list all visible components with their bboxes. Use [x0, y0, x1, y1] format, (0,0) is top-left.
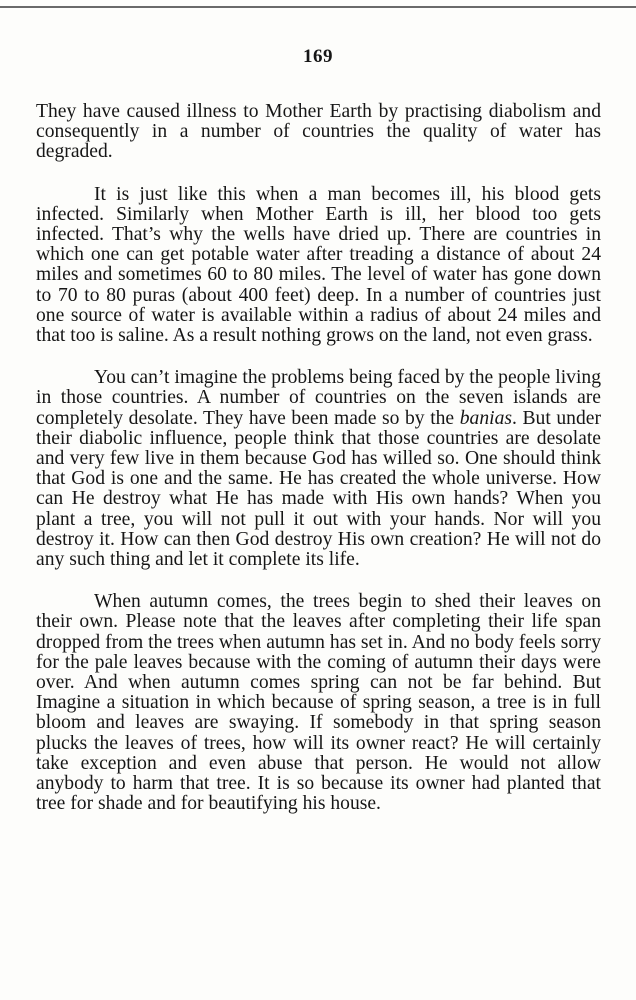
top-rule	[0, 6, 636, 8]
text-segment: It is just like this when a man becomes ill, his blood gets infected. Similarly when Mother Earth is ill, her blood too gets infected. That’s why the wells have dried up. There are countries in which one can get potable water after treading a distance of about 24 miles and sometimes 60 to 80 miles. The level of water has gone down to 70 to 80 puras (about 400 feet) deep. In a number of countries just one source of water is available within a radius of about 24 miles and that too is saline. As a result nothing grows on the land, not even grass.	[36, 183, 601, 347]
text-segment: You can’t imagine the problems being faced by the people living in those countries. A number of countries on the seven islands are completely desolate. They have been made so by the	[36, 367, 601, 429]
paragraph-2	[36, 185, 601, 347]
text-segment: They have caused illness to Mother Earth by practising diabolism and consequently in a number of countries the quality of water has degraded.	[36, 101, 601, 163]
paragraph-4	[36, 592, 601, 814]
text-segment: . But under their diabolic influence, people think that those countries are desolate and very few live in them because God has willed so. One should think that God is one and the same. He has created the whole universe. How can He destroy what He has made with His own hands? When you plant a tree, you will not pull it out with your hands. Nor will you destroy it. How can then God destroy His own creation? He will not do any such thing and let it complete its life.	[36, 407, 602, 571]
body-text	[36, 102, 601, 815]
page-number: 169	[303, 46, 333, 67]
italic-term: banias	[459, 407, 512, 429]
paragraph-1	[36, 102, 601, 163]
text-segment: When autumn comes, the trees begin to shed their leaves on their own. Please note that the leaves after completing their life span dropped from the trees when autumn has set in. And no body feels sorry for the pale leaves because with the coming of autumn their days were over. And when autumn comes spring can not be far behind. But Imagine a situation in which because of spring season, a tree is in full bloom and leaves are swaying. If somebody in that spring season plucks the leaves of trees, how will its owner react? He will certainly take exception and even abuse that person. He would not allow anybody to harm that tree. It is so because its owner had planted that tree for shade and for beautifying his house.	[36, 591, 601, 815]
paragraph-3	[36, 368, 601, 570]
